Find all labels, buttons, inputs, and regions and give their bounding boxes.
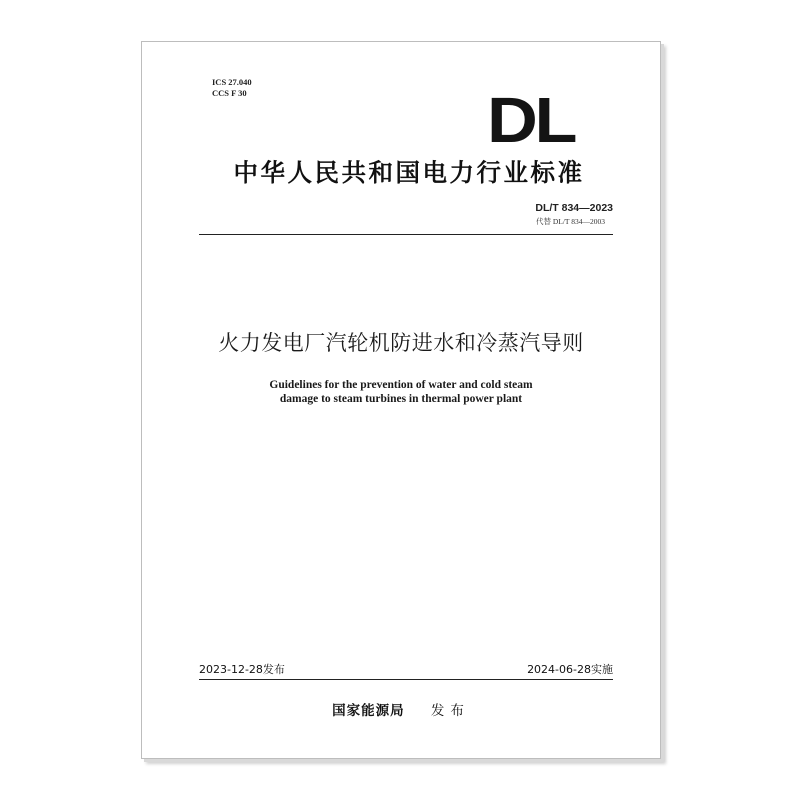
document-title-english bbox=[142, 378, 660, 406]
publisher-line bbox=[142, 699, 660, 719]
document-title-chinese: 火力发电厂汽轮机防进水和冷蒸汽导则 bbox=[218, 331, 584, 355]
replaces-standard: 代替 DL/T 834—2003 bbox=[535, 217, 605, 226]
standard-number: DL/T 834—2023 bbox=[535, 202, 613, 214]
publisher-action: 发布 bbox=[430, 703, 470, 719]
publisher-name: 国家能源局 bbox=[332, 703, 405, 719]
classification-codes bbox=[212, 77, 252, 99]
document-cover bbox=[141, 41, 661, 759]
implementation-date: 2024-06-28实施 bbox=[527, 663, 613, 676]
ccs-code: CCS F 30 bbox=[212, 88, 247, 98]
english-title-line-2: damage to steam turbines in thermal power plant bbox=[279, 393, 523, 405]
issue-date: 2023-12-28发布 bbox=[199, 663, 285, 676]
english-title-line-1: Guidelines for the prevention of water and cold steam bbox=[269, 379, 533, 391]
header-divider bbox=[199, 234, 613, 235]
dl-logo: DL bbox=[487, 84, 575, 156]
footer-divider bbox=[199, 679, 613, 680]
ics-code: ICS 27.040 bbox=[212, 77, 252, 87]
standard-category-title: 中华人民共和国电力行业标准 bbox=[233, 158, 585, 187]
